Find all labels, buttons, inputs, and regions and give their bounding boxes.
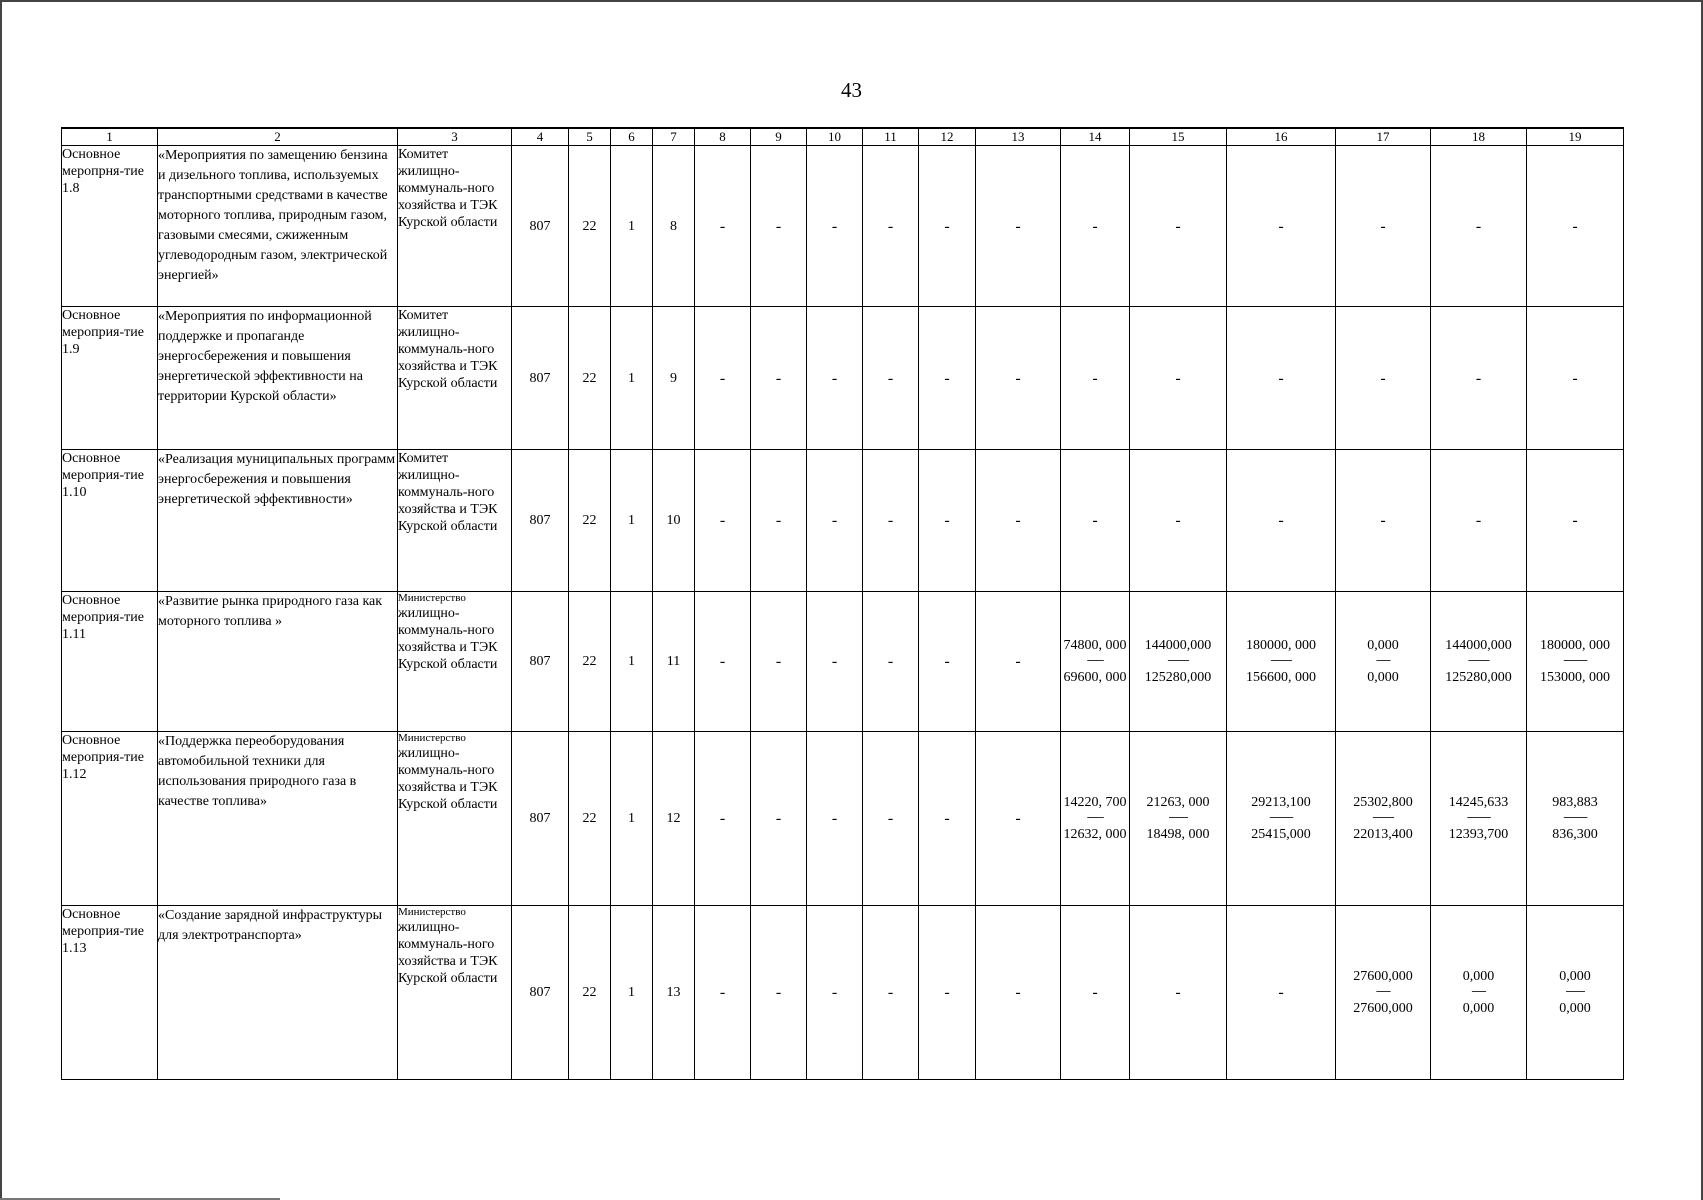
- executor-text: жилищно-коммуналь-ного хозяйства и ТЭК Курской области: [398, 606, 498, 672]
- table-row: [62, 592, 1624, 732]
- code-cell: 1: [611, 307, 653, 450]
- fraction-separator: ----------: [1466, 812, 1491, 823]
- executor-cell: [398, 732, 512, 906]
- value-cell: -: [1130, 906, 1227, 1080]
- table-row: [62, 732, 1624, 906]
- column-number: 12: [919, 128, 976, 146]
- column-number: 1: [62, 128, 158, 146]
- code-cell: 22: [569, 307, 611, 450]
- actual-value: 25415,000: [1251, 827, 1311, 842]
- code-cell: 11: [653, 592, 695, 732]
- fraction-cell: [1061, 732, 1130, 906]
- fraction-separator: -------: [1086, 812, 1104, 823]
- planned-value: 0,000: [1462, 969, 1495, 984]
- value-cell: -: [919, 450, 976, 592]
- value-cell: -: [751, 450, 807, 592]
- executor-ministry-label: Министерство: [398, 732, 466, 744]
- fraction-cell: [1527, 592, 1624, 732]
- actual-value: 836,300: [1552, 827, 1598, 842]
- value-cell: -: [1227, 450, 1336, 592]
- planned-value: 983,883: [1552, 795, 1598, 810]
- table-row: [62, 906, 1624, 1080]
- fraction-separator: ------: [1376, 655, 1390, 666]
- column-number: 19: [1527, 128, 1624, 146]
- code-cell: 8: [653, 146, 695, 307]
- value-cell: -: [1061, 307, 1130, 450]
- value-cell: -: [1431, 146, 1527, 307]
- value-cell: -: [863, 450, 919, 592]
- planned-value: 0,000: [1367, 638, 1399, 653]
- code-cell: 22: [569, 146, 611, 307]
- value-cell: -: [976, 307, 1061, 450]
- actual-value: 12393,700: [1448, 827, 1509, 842]
- planned-value: 144000,000: [1144, 638, 1212, 653]
- value-cell: -: [751, 732, 807, 906]
- fraction-cell: [1431, 906, 1527, 1080]
- code-cell: 22: [569, 592, 611, 732]
- actual-value: 18498, 000: [1146, 827, 1210, 842]
- code-cell: 1: [611, 450, 653, 592]
- planned-value: 21263, 000: [1146, 795, 1210, 810]
- value-cell: -: [695, 732, 751, 906]
- executor-text: жилищно-коммуналь-ного хозяйства и ТЭК Курской области: [398, 920, 498, 986]
- column-number: 15: [1130, 128, 1227, 146]
- actual-value: 0,000: [1559, 1001, 1591, 1016]
- measure-type-cell: Основное мероприя-тие 1.12: [62, 732, 158, 906]
- table-row: [62, 146, 1624, 307]
- planned-value: 14245,633: [1448, 795, 1509, 810]
- column-number: 10: [807, 128, 863, 146]
- code-cell: 1: [611, 732, 653, 906]
- fraction-cell: [1431, 592, 1527, 732]
- planned-value: 180000, 000: [1540, 638, 1610, 653]
- planned-value: 180000, 000: [1246, 638, 1316, 653]
- code-cell: 12: [653, 732, 695, 906]
- measure-name-cell: «Создание зарядной инфраструктуры для электротранспорта»: [158, 906, 398, 1080]
- value-cell: -: [1061, 450, 1130, 592]
- column-number: 14: [1061, 128, 1130, 146]
- fraction-cell: [1336, 906, 1431, 1080]
- column-number: 13: [976, 128, 1061, 146]
- fraction-separator: ---------: [1372, 812, 1394, 823]
- value-cell: -: [695, 307, 751, 450]
- value-cell: -: [1130, 450, 1227, 592]
- value-cell: -: [1061, 906, 1130, 1080]
- value-cell: -: [919, 592, 976, 732]
- measure-type-cell: Основное мероприя-тие 1.10: [62, 450, 158, 592]
- value-cell: -: [863, 146, 919, 307]
- value-cell: -: [807, 307, 863, 450]
- planned-value: 0,000: [1559, 969, 1591, 984]
- measure-name-cell: «Мероприятия по замещению бензина и дизельного топлива, используемых транспортными средствами в качестве моторного топлива, природным газом, газовыми смесями, сжиженным углеводородным газом, электрической энергией»: [158, 146, 398, 307]
- table-row: [62, 307, 1624, 450]
- value-cell: -: [807, 732, 863, 906]
- fraction-cell: [1527, 732, 1624, 906]
- fraction-separator: ---------: [1468, 655, 1489, 666]
- code-cell: 1: [611, 906, 653, 1080]
- column-number: 16: [1227, 128, 1336, 146]
- actual-value: 125280,000: [1445, 670, 1512, 685]
- actual-value: 12632, 000: [1063, 827, 1127, 842]
- value-cell: -: [976, 906, 1061, 1080]
- actual-value: 125280,000: [1144, 670, 1212, 685]
- code-cell: 807: [512, 732, 569, 906]
- value-cell: -: [1336, 450, 1431, 592]
- value-cell: -: [807, 146, 863, 307]
- value-cell: -: [807, 592, 863, 732]
- value-cell: -: [919, 146, 976, 307]
- code-cell: 807: [512, 450, 569, 592]
- column-number: 3: [398, 128, 512, 146]
- value-cell: -: [1527, 307, 1624, 450]
- executor-ministry-label: Министерство: [398, 592, 466, 604]
- executor-cell: [398, 592, 512, 732]
- actual-value: 156600, 000: [1246, 670, 1316, 685]
- value-cell: -: [695, 906, 751, 1080]
- value-cell: -: [863, 732, 919, 906]
- value-cell: -: [751, 307, 807, 450]
- value-cell: -: [1336, 307, 1431, 450]
- value-cell: -: [695, 146, 751, 307]
- fraction-separator: ----------: [1269, 812, 1293, 823]
- value-cell: -: [863, 906, 919, 1080]
- column-number: 4: [512, 128, 569, 146]
- column-number: 6: [611, 128, 653, 146]
- fraction-cell: [1227, 592, 1336, 732]
- value-cell: -: [1227, 146, 1336, 307]
- fraction-separator: ---------: [1167, 655, 1189, 666]
- value-cell: -: [1527, 450, 1624, 592]
- page-number: 43: [841, 78, 862, 102]
- code-cell: 22: [569, 450, 611, 592]
- code-cell: 807: [512, 307, 569, 450]
- measure-name-cell: «Развитие рынка природного газа как моторного топлива »: [158, 592, 398, 732]
- planned-value: 14220, 700: [1063, 795, 1127, 810]
- column-number: 9: [751, 128, 807, 146]
- code-cell: 13: [653, 906, 695, 1080]
- value-cell: -: [1431, 307, 1527, 450]
- value-cell: -: [976, 732, 1061, 906]
- fraction-cell: [1227, 732, 1336, 906]
- code-cell: 1: [611, 146, 653, 307]
- value-cell: -: [1227, 906, 1336, 1080]
- fraction-cell: [1061, 592, 1130, 732]
- code-cell: 1: [611, 592, 653, 732]
- executor-cell: Комитет жилищно-коммуналь-ного хозяйства и ТЭК Курской области: [398, 307, 512, 450]
- code-cell: 22: [569, 732, 611, 906]
- value-cell: -: [863, 592, 919, 732]
- column-number: 11: [863, 128, 919, 146]
- actual-value: 0,000: [1367, 670, 1399, 685]
- column-number: 18: [1431, 128, 1527, 146]
- column-number-row: [62, 128, 1624, 146]
- value-cell: -: [807, 450, 863, 592]
- executor-text: жилищно-коммуналь-ного хозяйства и ТЭК Курской области: [398, 746, 498, 812]
- value-cell: -: [919, 307, 976, 450]
- executor-cell: [398, 906, 512, 1080]
- planned-value: 144000,000: [1445, 638, 1512, 653]
- column-number: 5: [569, 128, 611, 146]
- fraction-separator: ---------: [1270, 655, 1292, 666]
- column-number: 7: [653, 128, 695, 146]
- actual-value: 22013,400: [1353, 827, 1413, 842]
- actual-value: 69600, 000: [1063, 670, 1127, 685]
- measure-type-cell: Основное мероприя-тие 1.11: [62, 592, 158, 732]
- executor-cell: Комитет жилищно-коммуналь-ного хозяйства и ТЭК Курской области: [398, 450, 512, 592]
- value-cell: -: [807, 906, 863, 1080]
- code-cell: 807: [512, 592, 569, 732]
- value-cell: -: [1130, 307, 1227, 450]
- measure-type-cell: Основное мероприя-тие 1.13: [62, 906, 158, 1080]
- code-cell: 807: [512, 146, 569, 307]
- value-cell: -: [919, 732, 976, 906]
- column-number: 8: [695, 128, 751, 146]
- actual-value: 153000, 000: [1540, 670, 1610, 685]
- value-cell: -: [1336, 146, 1431, 307]
- value-cell: -: [751, 592, 807, 732]
- measure-name-cell: «Поддержка переоборудования автомобильной техники для использования природного газа в качестве топлива»: [158, 732, 398, 906]
- fraction-cell: [1527, 906, 1624, 1080]
- value-cell: -: [976, 146, 1061, 307]
- scan-edge-top: [0, 0, 1703, 2]
- fraction-separator: ------: [1471, 986, 1486, 997]
- code-cell: 10: [653, 450, 695, 592]
- fraction-separator: ----------: [1563, 812, 1587, 823]
- fraction-separator: --------: [1565, 986, 1585, 997]
- fraction-cell: [1130, 592, 1227, 732]
- code-cell: 9: [653, 307, 695, 450]
- value-cell: -: [751, 906, 807, 1080]
- planned-value: 27600,000: [1353, 969, 1413, 984]
- value-cell: -: [1061, 146, 1130, 307]
- value-cell: -: [695, 592, 751, 732]
- measure-type-cell: Основное меропрня-тие 1.8: [62, 146, 158, 307]
- measure-name-cell: «Мероприятия по информационной поддержке и пропаганде энергосбережения и повышения энергетической эффективности на территории Курской области»: [158, 307, 398, 450]
- measure-name-cell: «Реализация муниципальных программ энергосбережения и повышения энергетической эффективности»: [158, 450, 398, 592]
- measure-type-cell: Основное мероприя-тие 1.9: [62, 307, 158, 450]
- code-cell: 807: [512, 906, 569, 1080]
- value-cell: -: [919, 906, 976, 1080]
- value-cell: -: [1227, 307, 1336, 450]
- planned-value: 29213,100: [1251, 795, 1311, 810]
- fraction-cell: [1336, 732, 1431, 906]
- fraction-cell: [1336, 592, 1431, 732]
- value-cell: -: [976, 592, 1061, 732]
- fraction-separator: ------: [1376, 986, 1390, 997]
- fraction-separator: ----------: [1563, 655, 1587, 666]
- value-cell: -: [1527, 146, 1624, 307]
- planned-value: 25302,800: [1353, 795, 1413, 810]
- column-number: 17: [1336, 128, 1431, 146]
- value-cell: -: [863, 307, 919, 450]
- value-cell: -: [751, 146, 807, 307]
- fraction-separator: --------: [1168, 812, 1188, 823]
- value-cell: -: [1431, 450, 1527, 592]
- actual-value: 0,000: [1462, 1001, 1495, 1016]
- planned-value: 74800, 000: [1063, 638, 1127, 653]
- measures-table: [61, 127, 1624, 1080]
- executor-ministry-label: Министерство: [398, 906, 466, 918]
- actual-value: 27600,000: [1353, 1001, 1413, 1016]
- value-cell: -: [1130, 146, 1227, 307]
- value-cell: -: [976, 450, 1061, 592]
- code-cell: 22: [569, 906, 611, 1080]
- scan-edge-left: [0, 0, 2, 1200]
- value-cell: -: [695, 450, 751, 592]
- fraction-cell: [1431, 732, 1527, 906]
- table-row: [62, 450, 1624, 592]
- fraction-separator: -------: [1086, 655, 1104, 666]
- column-number: 2: [158, 128, 398, 146]
- fraction-cell: [1130, 732, 1227, 906]
- executor-cell: Комитет жилищно-коммуналь-ного хозяйства и ТЭК Курской области: [398, 146, 512, 307]
